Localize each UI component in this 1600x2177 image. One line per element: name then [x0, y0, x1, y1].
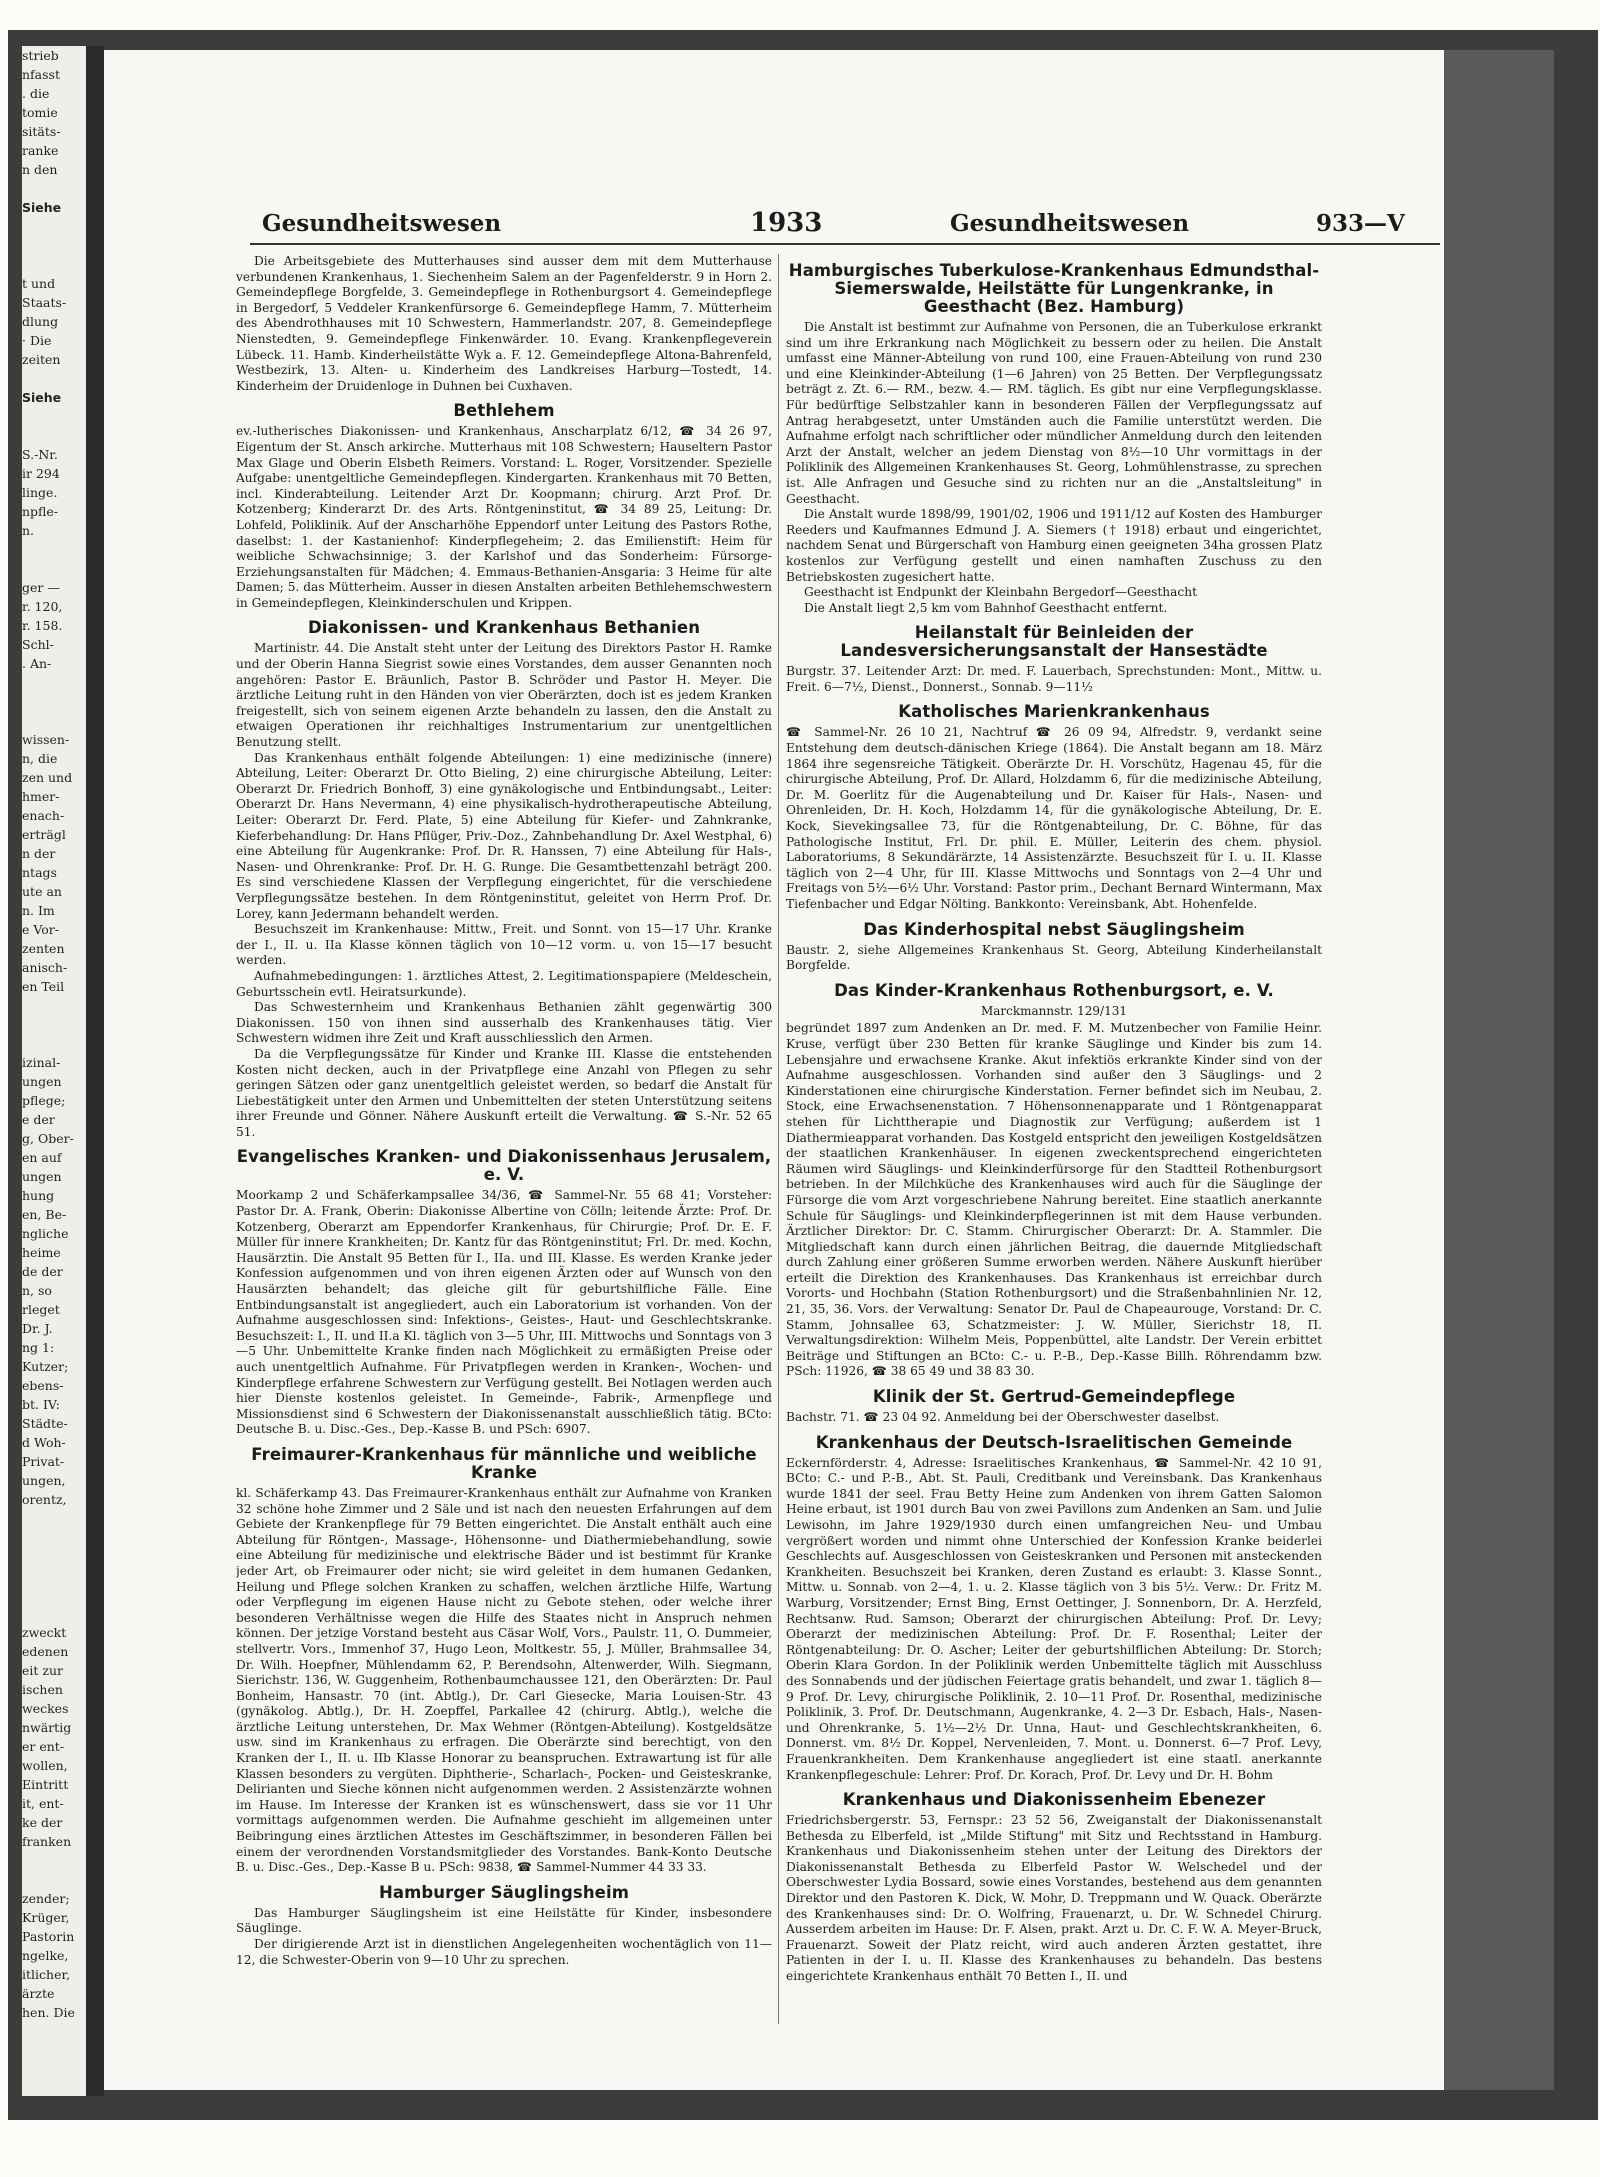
edge-fragment: n.: [22, 523, 35, 538]
edge-fragment: bt. IV:: [22, 1397, 60, 1412]
header-rule: [250, 243, 1440, 245]
edge-fragment: [22, 369, 86, 388]
edge-fragment: ebens-: [22, 1378, 64, 1393]
edge-fragment: strieb: [22, 48, 59, 63]
section-heading: Heilanstalt für Beinleiden der Landesversicherungsanstalt der Hansestädte: [840, 623, 1268, 661]
edge-fragment: [22, 1566, 86, 1585]
section-heading: Katholisches Marienkrankenhaus: [898, 702, 1210, 722]
edge-fragment: anisch-: [22, 960, 68, 975]
page-gutter: [86, 46, 104, 2096]
edge-fragment: · Die: [22, 333, 52, 348]
edge-fragment: Städte-: [22, 1416, 68, 1431]
edge-fragment: [22, 996, 86, 1015]
edge-fragment: t und: [22, 276, 56, 291]
edge-fragment: Kutzer;: [22, 1359, 69, 1374]
edge-fragment: [22, 673, 86, 692]
header-right-title: Gesundheitswesen: [950, 210, 1190, 237]
edge-fragment: heime: [22, 1245, 61, 1260]
edge-fragment: erträgl: [22, 827, 66, 842]
section-heading: Bethlehem: [453, 401, 555, 421]
entry-paragraph: Der dirigierende Arzt ist in dienstlichen Angelegenheiten wochentäglich von 11—12, die Schwester-Oberin von 9—10 Uhr zu sprechen.: [236, 1937, 772, 1967]
edge-fragment: [22, 426, 86, 445]
edge-fragment: [22, 1034, 86, 1053]
edge-fragment: hung: [22, 1188, 55, 1203]
edge-fragment: er ent-: [22, 1739, 65, 1754]
edge-fragment: [22, 692, 86, 711]
edge-fragment: [22, 1528, 86, 1547]
section-heading: Krankenhaus der Deutsch-Israelitischen Gemeinde: [815, 1432, 1293, 1452]
edge-fragment: ir 294: [22, 466, 60, 481]
edge-fragment: it, ent-: [22, 1796, 64, 1811]
edge-fragment: n. Im: [22, 903, 55, 918]
edge-fragment: ärzte: [22, 1986, 55, 2001]
page-shadow: [1444, 50, 1554, 2090]
edge-fragment: edenen: [22, 1644, 69, 1659]
edge-fragment: ungen: [22, 1074, 62, 1089]
entry-paragraph: Bachstr. 71. ☎ 23 04 92. Anmeldung bei der Oberschwester daselbst.: [786, 1410, 1220, 1425]
edge-fragment: [22, 711, 86, 730]
section-heading: Diakonissen- und Krankenhaus Bethanien: [307, 618, 701, 638]
entry-paragraph: Geesthacht ist Endpunkt der Kleinbahn Bergedorf—Geesthacht: [804, 585, 1197, 600]
edge-fragment: ranke: [22, 143, 59, 158]
edge-fragment: ngliche: [22, 1226, 69, 1241]
edge-fragment: Pastorin: [22, 1929, 75, 1944]
edge-fragment: [22, 1015, 86, 1034]
section-heading: Das Kinder-Krankenhaus Rothenburgsort, e. V.: [834, 980, 1274, 1000]
entry-paragraph: Das Krankenhaus enthält folgende Abteilungen: 1) eine medizinische (innere) Abteilung, Leiter: Oberarzt Dr. Otto Bieling, 2) eine chirurgische Abteilung, Leiter: Oberarzt Dr. Friedrich Bonhoff, 3) eine gynäkologische und Entbindungsabt., Leiter: Oberarzt Dr. Hans Nevermann, 4) eine physikalisch-hydrotherapeutische Abteilung, Leiter: Oberarzt Dr. Ferd. Plate, 5) eine Abteilung für Kiefer- und Zahnkranke, Kieferbehandlung: Dr. Hans Pflüger, Priv.-Doz., Zahnbehandlung Dr. Axel Westphal, 6) eine Abteilung für Augenkranke: Prof. Dr. R. Hanssen, 7) eine Abteilung für Hals-, Nasen- und Ohrenkranke: Prof. Dr. H. G. Runge. Die Gesamtbettenzahl beträgt 200. Es sind verschiedene Klassen der Verpflegung eingerichtet, für die verschiedene Verpflegungssätze bestehen. In dem Röntgeninstitut, geleitet von Herrn Prof. Dr. Lorey, kann Jedermann behandelt werden.: [236, 750, 772, 921]
edge-fragment: [22, 236, 86, 255]
previous-page-edge: [22, 46, 86, 2096]
edge-fragment: . die: [22, 86, 50, 101]
edge-fragment: zeiten: [22, 352, 61, 367]
edge-fragment: d Woh-: [22, 1435, 66, 1450]
edge-fragment: ng 1:: [22, 1340, 55, 1355]
section-heading: Freimaurer-Krankenhaus für männliche und weibliche Kranke: [251, 1444, 757, 1482]
edge-fragment: Privat-: [22, 1454, 65, 1469]
entry-paragraph: Moorkamp 2 und Schäferkampsallee 34/36, ☎ Sammel-Nr. 55 68 41; Vorsteher: Pastor Dr. A. Frank, Oberin: Diakonisse Albertine von Cölln; leitende Ärzte: Prof. Dr. Kotzenberg, Oberarzt am Eppendorfer Krankenhaus, für Chirurgie; Prof. Dr. E. F. Müller für innere Krankheiten; Dr. Kantz für das Röntgeninstitut; Frl. Dr. med. Kochn, Hausärztin. Die Anstalt 95 Betten für I., IIa. und III. Klasse. Es werden Kranke jeder Konfession aufgenommen und von ihren eigenen Ärzten oder auf Wunsch von den Hausärzten behandelt; das gleiche gilt für geburtshilfliche Fälle. Eine Entbindungsanstalt ist angegliedert, auch ein Laboratorium ist vorhanden. Von der Aufnahme ausgeschlossen sind: Infektions-, Geistes-, Haut- und Geschlechtskranke. Besuchszeit: I., II. und II.a Kl. täglich von 3—5 Uhr, III. Mittwochs und Sonntags von 3—5 Uhr. Unbemittelte Kranke finden nach Möglichkeit zu ermäßigten Preise oder auch unentgeltlich Aufnahme. Für Privatpflegen werden in Kranken-, Wochen- und Kinderpflege erfahrene Schwestern zur Verfügung gestellt. Bei Notlagen werden auch hier Dienste kostenlos geleistet. In Gemeinde-, Fabrik-, Armenpflege und Missionsdienst sind 6 Schwestern der Diakonissenanstalt ausschließlich tätig. BCto: Deutsche B. u. Disc.-Ges., Dep.-Kasse B. und PSch: 6907.: [236, 1188, 772, 1437]
section-heading: Hamburgisches Tuberkulose-Krankenhaus Edmundsthal-Siemerswalde, Heilstätte für Lungenkranke, in Geesthacht (Bez. Hamburg): [788, 261, 1320, 316]
entry-paragraph: Burgstr. 37. Leitender Arzt: Dr. med. F. Lauerbach, Sprechstunden: Mont., Mittw. u. Freit. 6—7½, Dienst., Donnerst., Sonnab. 9—11½: [786, 664, 1322, 694]
edge-fragment: nfasst: [22, 67, 60, 82]
edge-fragment: nwärtig: [22, 1720, 72, 1735]
entry-paragraph: Martinistr. 44. Die Anstalt steht unter der Leitung des Direktors Pastor H. Ramke und der Oberin Hanna Siegrist sowie eines Vorstandes, dem ausser Genannten noch angehören: Pastor E. Bräunlich, Pastor B. Schröder und Pastor H. Meyer. Die ärztliche Leitung ruht in den Händen von vier Oberärzten, doch ist es jedem Kranken freigestellt, sich von seinem eigenen Arzte behandeln zu lassen, den die Anstalt zu etwaigen Operationen ihr reichhaltiges Instrumentarium zur unentgeltlichen Benutzung stellt.: [236, 641, 772, 750]
edge-fragment: pflege;: [22, 1093, 66, 1108]
entry-paragraph: Das Schwesternheim und Krankenhaus Bethanien zählt gegenwärtig 300 Diakonissen. 150 von ihnen sind ausserhalb des Krankenhauses tätig. Vier Schwestern widmen ihre Zeit und Kraft ausschliesslich den Armen.: [236, 1000, 772, 1046]
edge-fragment: Schl-: [22, 637, 54, 652]
edge-fragment: wollen,: [22, 1758, 68, 1773]
edge-fragment: hmer-: [22, 789, 60, 804]
edge-fragment: [22, 540, 86, 559]
section-address: Marckmannstr. 129/131: [980, 1003, 1128, 1018]
edge-fragment: sitäts-: [22, 124, 61, 139]
edge-fragment: dlung: [22, 314, 59, 329]
edge-fragment: [22, 1604, 86, 1623]
edge-fragment: zender;: [22, 1891, 70, 1906]
edge-fragment: Krüger,: [22, 1910, 70, 1925]
edge-fragment: g, Ober-: [22, 1131, 74, 1146]
edge-fragment: n der: [22, 846, 56, 861]
edge-fragment: n den: [22, 162, 58, 177]
entry-paragraph: Die Anstalt liegt 2,5 km vom Bahnhof Geesthacht entfernt.: [804, 600, 1168, 615]
edge-fragment: enach-: [22, 808, 65, 823]
column-divider: [778, 254, 779, 2024]
entry-paragraph: Friedrichsbergerstr. 53, Fernspr.: 23 52 56, Zweiganstalt der Diakonissenanstalt Bethesda zu Elberfeld, ist „Milde Stiftung" mit Sitz und Rechtsstand in Hamburg. Krankenhaus und Diakonissenheim stehen unter der Leitung des Direktors der Diakonissenanstalt Bethesda zu Elberfeld Pastor W. Welschedel und der Oberschwester Lydia Bossard, sowie eines Vorstandes, bestehend aus dem genannten Direktor und den Pastoren K. Dick, W. Mohr, D. Treppmann und W. Quack. Oberärzte des Krankenhauses sind: Dr. O. Wolfring, Frauenarzt, u. Dr. W. Schnedel Chirurg. Ausserdem arbeiten im Hause: Dr. F. Alsen, prakt. Arzt u. Dr. C. F. W. A. Meyer-Bruck, Frauenarzt. Soweit der Platz reicht, wird auch anderen Ärzten gestattet, ihre Patienten in der I. u. II. Klasse des Krankenhauses zu behandeln. Das bestens eingerichtete Krankenhaus enthält 70 Betten I., II. und: [786, 1813, 1322, 1984]
edge-fragment: en, Be-: [22, 1207, 67, 1222]
edge-fragment: ngelke,: [22, 1948, 69, 1963]
edge-fragment: franken: [22, 1834, 72, 1849]
edge-fragment: n, so: [22, 1283, 52, 1298]
edge-fragment: ungen,: [22, 1473, 66, 1488]
section-heading: Evangelisches Kranken- und Diakonissenhaus Jerusalem, e. V.: [236, 1147, 772, 1185]
header-left-title: Gesundheitswesen: [262, 210, 502, 237]
edge-fragment: [22, 179, 86, 198]
edge-fragment: [22, 559, 86, 578]
entry-paragraph: ev.-lutherisches Diakonissen- und Krankenhaus, Anscharplatz 6/12, ☎ 34 26 97, Eigentum der St. Ansch arkirche. Mutterhaus mit 108 Schwestern; Hauseltern Pastor Max Glage und Oberin Elsbeth Reimers. Vorstand: L. Roger, Vorsitzender. Spezielle Aufgabe: unentgeltliche Gemeindepflegen. Kindergarten. Krankenhaus mit 70 Betten, incl. Kinderabteilung. Leitender Arzt Dr. Koopmann; chirurg. Arzt Prof. Dr. Kotzenberg; Kinderarzt Dr. des Arts. Röntgeninstitut, ☎ 34 89 25, Leitung: Dr. Lohfeld, Poliklinik. Auf der Anscharhöhe Eppendorf unter Leitung des Pastors Rothe, daselbst: 1. der Kastanienhof: Kinderpflegeheim; 2. das Emilienstift: Heim für weibliche Schwachsinnige; 3. der Karlshof und das Sonderheim: Fürsorge-Erziehungsanstalten für Mädchen; 4. Emmaus-Bethanien-Ansgaria: 3 Heime für alte Damen; 5. das Mütterheim. Ausser in diesen Anstalten arbeiten Bethlehemschwestern in Gemeindepflegen, Kleinkinderschulen und Krippen.: [236, 424, 772, 610]
edge-fragment: [22, 217, 86, 236]
edge-fragment: ischen: [22, 1682, 63, 1697]
edge-fragment: linge.: [22, 485, 58, 500]
edge-fragment: Dr. J.: [22, 1321, 53, 1336]
edge-fragment: r. 158.: [22, 618, 63, 633]
page-number: 933—V: [1316, 210, 1405, 237]
entry-paragraph: Besuchszeit im Krankenhause: Mittw., Freit. und Sonnt. von 15—17 Uhr. Kranke der I., II. u. IIa Klasse können täglich von 10—12 vorm. u. von 15—17 besucht werden.: [236, 922, 772, 968]
section-heading: Das Kinderhospital nebst Säuglingsheim: [863, 919, 1245, 939]
edge-fragment: en Teil: [22, 979, 65, 994]
edge-fragment: ntags: [22, 865, 57, 880]
entry-paragraph: begründet 1897 zum Andenken an Dr. med. F. M. Mutzenbecher von Familie Heinr. Kruse, verfügt über 230 Betten für kranke Säuglinge und Kinder bis zum 14. Lebensjahre und erwachsene Kranke. Akut infektiös erkrankte Kinder sind von der Aufnahme ausgeschlossen. Vorhanden sind außer den 3 Säuglings- und 2 Kinderstationen eine chirurgische Kinderstation. Ferner befindet sich im Neubau, 2. Stock, eine Erwachsenenstation. 7 Höhensonnenapparate und 1 Röntgenapparat stehen für Lichttherapie und Diagnostik zur Verfügung; außerdem ist 1 Diathermieapparat vorhanden. Das Kostgeld entspricht den jeweiligen Kostgeldsätzen der staatlichen Krankenhäuser. In eigenen zweckentsprechend eingerichteten Räumen wird Säuglings- und Kleinkinderfürsorge für den Stadtteil Rothenburgsort betrieben. In der Milchküche des Krankenhauses wird auch für die Säuglinge der Fürsorge die vom Arzt vorgeschriebene Nahrung bereitet. Eine staatlich anerkannte Schule für Säuglings- und Kleinkinderpflegerinnen ist mit dem Hause verbunden. Ärztlicher Direktor: Dr. C. Stamm. Chirurgischer Oberarzt: Dr. A. Stammler. Die Mitgliedschaft kann durch einen jährlichen Beitrag, die dauernde Mitgliedschaft durch Zahlung einer größeren Summe erworben werden. Nähere Auskunft hierüber erteilt die Direktion des Krankenhauses. Das Krankenhaus ist erreichbar durch Vororts- und Hochbahn (Station Rothenburgsort) und die Straßenbahnlinien Nr. 12, 21, 35, 36. Vors. der Verwaltung: Senator Dr. Paul de Chapeaurouge, Vorstand: Dr. C. Stamm, Johnsallee 63, Schatzmeister: J. W. Müller, Sierichstr 18, Π. Verwaltungsdirektion: Wilhelm Meis, Poppenbüttel, alte Landstr. Der Verein erbittet Beiträge und Stiftungen an BCto: C.- u. P.-B., Dep.-Kasse Billh. Röhrendamm bzw. PSch: 11926, ☎ 38 65 49 und 38 83 30.: [786, 1021, 1322, 1379]
edge-fragment: [22, 1585, 86, 1604]
edge-fragment: Eintritt: [22, 1777, 69, 1792]
edge-fragment: e der: [22, 1112, 55, 1127]
edge-fragment: ute an: [22, 884, 62, 899]
edge-fragment: Siehe: [22, 390, 62, 405]
edge-fragment: [22, 407, 86, 426]
edge-fragment: tomie: [22, 105, 58, 120]
running-header: [250, 210, 1440, 242]
edge-fragment: r. 120,: [22, 599, 63, 614]
edge-fragment: de der: [22, 1264, 63, 1279]
edge-fragment: izinal-: [22, 1055, 61, 1070]
entry-paragraph: Eckernförderstr. 4, Adresse: Israelitisches Krankenhaus, ☎ Sammel-Nr. 42 10 91, BCto: C.- und P.-B., Abt. St. Pauli, Creditbank und Vereinsbank. Das Krankenhaus wurde 1841 der seel. Frau Betty Heine zum Andenken von ihrem Gatten Salomon Heine erbaut, ist 1901 durch Bau von zwei Pavillons zum Andenken an Sam. und Julie Lewisohn, im Jahre 1929/1930 durch einen umfangreichen Neu- und Umbau vergrößert worden und nimmt ohne Unterschied der Konfession Kranke beiderlei Geschlechts auf. Ausgeschlossen von Geisteskranken und Personen mit ansteckenden Krankheiten. Besuchszeit bei Kranken, deren Zustand es erlaubt: 3. Klasse Sonnt., Mittw. u. Sonnab. von 2—4, 1. u. 2. Klasse täglich von 3 bis 5½. Verw.: Dr. Fritz M. Warburg, Vorsitzender; Ernst Bing, Ernst Oettinger, J. Sonnenborn, Dr. A. Herzfeld, Rechtsanw. Rud. Samson; Oberarzt der chirurgischen Abteilung: Prof. Dr. Levy; Oberarzt der medizinischen Abteilung: Prof. Dr. F. Rosenthal; Leiter der Röntgenabteilung: Dr. O. Ascher; Leiter der geburtshilflichen Abteilung: Dr. Storch; Oberin Klara Gordon. In der Poliklinik werden Unbemittelte täglich mit Ausschluss des Sonnabends und der jüdischen Feiertage gratis behandelt, und zwar 1. täglich 8—9 Prof. Dr. Levy, chirurgische Poliklinik, 2. 10—11 Prof. Dr. Rosenthal, medizinische Poliklinik, 3. Prof. Dr. Deutschmann, Augenkranke, 4. 2—3 Dr. Esbach, Hals-, Nasen- und Ohrenkranke, 5. 1½—2½ Dr. Unna, Haut- und Geschlechtskrankheiten, 6. Donnerst. vm. 8½ Dr. Koppel, Nervenleiden, 7. Mont. u. Donnerst. 6—7 Prof. Levy, Frauenkrankheiten. Dem Krankenhause angegliedert ist eine staatl. anerkannte Krankenpflegeschule: Lehrer: Prof. Dr. Korach, Prof. Dr. Levy und Dr. H. Bohm: [786, 1455, 1322, 1782]
entry-paragraph: Das Hamburger Säuglingsheim ist eine Heilstätte für Kinder, insbesondere Säuglinge.: [236, 1905, 772, 1936]
edge-fragment: S.-Nr.: [22, 447, 58, 462]
edge-fragment: itlicher,: [22, 1967, 71, 1982]
edge-fragment: orentz,: [22, 1492, 67, 1507]
section-heading: Krankenhaus und Diakonissenheim Ebenezer: [842, 1790, 1266, 1810]
edge-fragment: Siehe: [22, 200, 62, 215]
entry-paragraph: Die Anstalt ist bestimmt zur Aufnahme von Personen, die an Tuberkulose erkrankt sind um ihre Erkrankung nach Möglichkeit zu bessern oder zu heilen. Die Anstalt umfasst eine Männer-Abteilung von rund 100, eine Frauen-Abteilung von rund 230 und eine Kleinkinder-Abteilung (1—6 Jahren) von 25 Betten. Der Verpflegungssatz beträgt z. Zt. 6.— RM., bezw. 4.— RM. täglich. Es gibt nur eine Verpflegungsklasse. Für bedürftige Selbstzahler kann in besonderen Fällen der Verpflegungssatz auf Antrag herabgesetzt, unter Umständen auch die Familie unterstützt werden. Die Aufnahme erfolgt nach schriftlicher oder mündlicher Anmeldung durch den leitenden Arzt der Anstalt, welcher an jedem Dienstag von 8½—10 Uhr vormittags in der Poliklinik des Allgemeinen Krankenhauses St. Georg, Lohmühlenstrasse, zu sprechen ist. Alle Anfragen und Gesuche sind zu richten nur an die „Anstaltsleitung" in Geesthacht.: [786, 320, 1322, 506]
edge-fragment: eit zur: [22, 1663, 64, 1678]
entry-paragraph: Die Arbeitsgebiete des Mutterhauses sind ausser dem mit dem Mutterhause verbundenen Krankenhaus, 1. Siechenheim Salem an der Pagenfelderstr. 9 in Horn 2. Gemeindepflege Borgfelde, 3. Gemeindepflege in Rothenburgsort 4. Gemeindepflege in Bergedorf, 5 Veddeler Krankenfürsorge 6. Gemeindepflege Hamm, 7. Mütterheim des Abendrothhauses mit 10 Schwestern, Hammerlandstr. 207, 8. Gemeindepflege Nienstedten, 9. Gemeindepflege Finkenwärder. 10. Evang. Krankenpflegeverein Lübeck. 11. Hamb. Kinderheilstätte Wyk a. F. 12. Gemeindepflege Altona-Bahrenfeld, Westbezirk, 13. Alten- u. Kinderheim des Landkreises Harburg—Tostedt, 14. Kinderheim der Druidenloge in Duhnen bei Cuxhaven.: [236, 254, 772, 393]
header-year: 1933: [750, 208, 823, 238]
edge-fragment: [22, 255, 86, 274]
entry-paragraph: Baustr. 2, siehe Allgemeines Krankenhaus St. Georg, Abteilung Kinderheilanstalt Borgfelde.: [786, 942, 1322, 973]
edge-fragment: wissen-: [22, 732, 70, 747]
edge-fragment: [22, 1851, 86, 1870]
edge-fragment: ke der: [22, 1815, 63, 1830]
entry-paragraph: Die Anstalt wurde 1898/99, 1901/02, 1906 und 1911/12 auf Kosten des Hamburger Reeders und Kaufmannes Edmund J. A. Siemers († 1918) erbaut und eingerichtet, nachdem Senat und Bürgerschaft von Hamburg einen geeigneten 34ha grossen Platz kostenlos zur Verfügung gestellt und einen namhaften Zuschuss zu den Betriebskosten zugesichert hatte.: [786, 507, 1322, 584]
entry-paragraph: kl. Schäferkamp 43. Das Freimaurer-Krankenhaus enthält zur Aufnahme von Kranken 32 schöne hohe Zimmer und 2 Säle und ist nach den neuesten Erfahrungen auf dem Gebiete der Krankenpflege für 79 Betten eingerichtet. Die Anstalt enthält auch eine Abteilung für Röntgen-, Massage-, Höhensonne- und Diathermiebehandlung, sowie eine Abteilung für medizinische und elektrische Bäder und ist bestimmt für Kranke jeder Art, ob Freimaurer oder nicht; sie wird geleitet in dem humanen Gedanken, Heilung und Pflege solchen Kranken zu schaffen, welchen ärztliche Hilfe, Wartung oder Verpflegung im eigenen Hause nicht zu Gebote stehen, oder welche ihrer besonderen Verhältnisse wegen die Hilfe des Staates nicht in Anspruch nehmen können. Der jetzige Vorstand besteht aus Cäsar Wolf, Vors., Paulstr. 11, O. Dummeier, stellvertr. Vors., Immenhof 37, Hugo Leon, Moltkestr. 55, J. Müller, Brahmsallee 34, Dr. Wilh. Hoepfner, Mühlendamm 62, P. Berendsohn, Altenwerder, Wilh. Siegmann, Sierichstr. 136, W. Guggenheim, Rothenbaumchaussee 121, den Oberärzten: Dr. Paul Bonheim, Hansastr. 70 (int. Abtlg.), Dr. Carl Giesecke, Maria Louisen-Str. 43 (gynäkolog. Abtlg.), Dr. H. Zoepffel, Parkallee 42 (chirurg. Abtlg.), welche die ärztliche Leitung unterstehen, Dr. Max Wehmer (Röntgen-Abteilung). Kostgeldsätze usw. sind im Krankenhaus zu erfragen. Die Oberärzte sind berechtigt, von den Kranken der I., II. u. IIb Klasse Honorar zu beanspruchen. Extrawartung ist für alle Klassen besonders zu vergüten. Diphtherie-, Scharlach-, Pocken- und Geisteskranke, Delirianten und Sieche können nicht aufgenommen werden. 2 Assistenzärzte wohnen im Hause. Im Interesse der Kranken ist es wünschenswert, dass sie vor 11 Uhr vormittags aufgenommen werden. Die Aufnahme geschieht im allgemeinen unter Beibringung eines ärztlichen Attestes im Geschäftszimmer, in besonderen Fällen bei einem der verordnenden Vorstandsmitglieder des Vorstandes. Bank-Konto Deutsche B. u. Disc.-Ges., Dep.-Kasse B u. PSch: 9838, ☎ Sammel-Nummer 44 33 33.: [236, 1485, 772, 1875]
edge-fragment: weckes: [22, 1701, 69, 1716]
entry-paragraph: ☎ Sammel-Nr. 26 10 21, Nachtruf ☎ 26 09 94, Alfredstr. 9, verdankt seine Entstehung dem deutsch-dänischen Kriege (1864). Die Anstalt begann am 18. März 1864 ihre segensreiche Tätigkeit. Oberärzte Dr. H. Vorschütz, Hagenau 45, für die chirurgische Abteilung, Prof. Dr. Allard, Holzdamm 6, für die medizinische Abteilung, Dr. M. Goerlitz für die Augenabteilung und Dr. Kaiser für Hals-, Nasen- und Ohrenleiden, Dr. H. Koch, Holzdamm 14, für die gynäkologische Abteilung, Dr. E. Kock, Sievekingsallee 73, für die Röntgenabteilung, Dr. C. Böhne, für das Pathologische Institut, Frl. Dr. phil. E. Müller, Leiterin des chem. physiol. Laboratoriums, 8 Sekundärärzte, 14 Assistenzärzte. Besuchszeit für I. u. II. Klasse täglich von 2—4 Uhr, für III. Klasse Mittwochs und Sonntags von 2—4 Uhr und Freitags von 5½—6½ Uhr. Vorstand: Pastor prim., Dechant Bernard Wintermann, Max Tiefenbacher und Edgar Nölting. Bankkonto: Vereinsbank, Abt. Hohenfelde.: [786, 725, 1322, 911]
section-heading: Hamburger Säuglingsheim: [378, 1882, 630, 1902]
edge-fragment: zen und: [22, 770, 73, 785]
edge-fragment: en auf: [22, 1150, 62, 1165]
edge-fragment: rleget: [22, 1302, 60, 1317]
edge-fragment: n, die: [22, 751, 58, 766]
edge-fragment: npfle-: [22, 504, 59, 519]
edge-fragment: zenten: [22, 941, 65, 956]
edge-fragment: ungen: [22, 1169, 62, 1184]
edge-fragment: Staats-: [22, 295, 67, 310]
edge-fragment: . An-: [22, 656, 52, 671]
edge-fragment: [22, 1509, 86, 1528]
right-column: [786, 254, 1322, 2024]
edge-fragment: [22, 1547, 86, 1566]
edge-fragment: ger —: [22, 580, 60, 595]
edge-fragment: hen. Die: [22, 2005, 75, 2020]
edge-fragment: e Vor-: [22, 922, 59, 937]
section-heading: Klinik der St. Gertrud-Gemeindepflege: [872, 1387, 1236, 1407]
entry-paragraph: Da die Verpflegungssätze für Kinder und Kranke III. Klasse die entstehenden Kosten nicht decken, auch in der Privatpflege eine Anzahl von Pflegen zu sehr geringen Sätzen oder ganz unentgeltlich geleistet werden, so bedarf die Anstalt für Liebestätigkeit unter den Armen und Unbemittelten der steten Unterstützung seitens ihrer Freunde und Gönner. Nähere Auskunft erteilt die Verwaltung. ☎ S.-Nr. 52 65 51.: [236, 1046, 772, 1139]
edge-fragment: zweckt: [22, 1625, 67, 1640]
left-column: [236, 254, 772, 2024]
entry-paragraph: Aufnahmebedingungen: 1. ärztliches Attest, 2. Legitimationspapiere (Meldeschein, Geburtsschein evtl. Heiratsurkunde).: [236, 968, 772, 999]
edge-fragment: [22, 1870, 86, 1889]
